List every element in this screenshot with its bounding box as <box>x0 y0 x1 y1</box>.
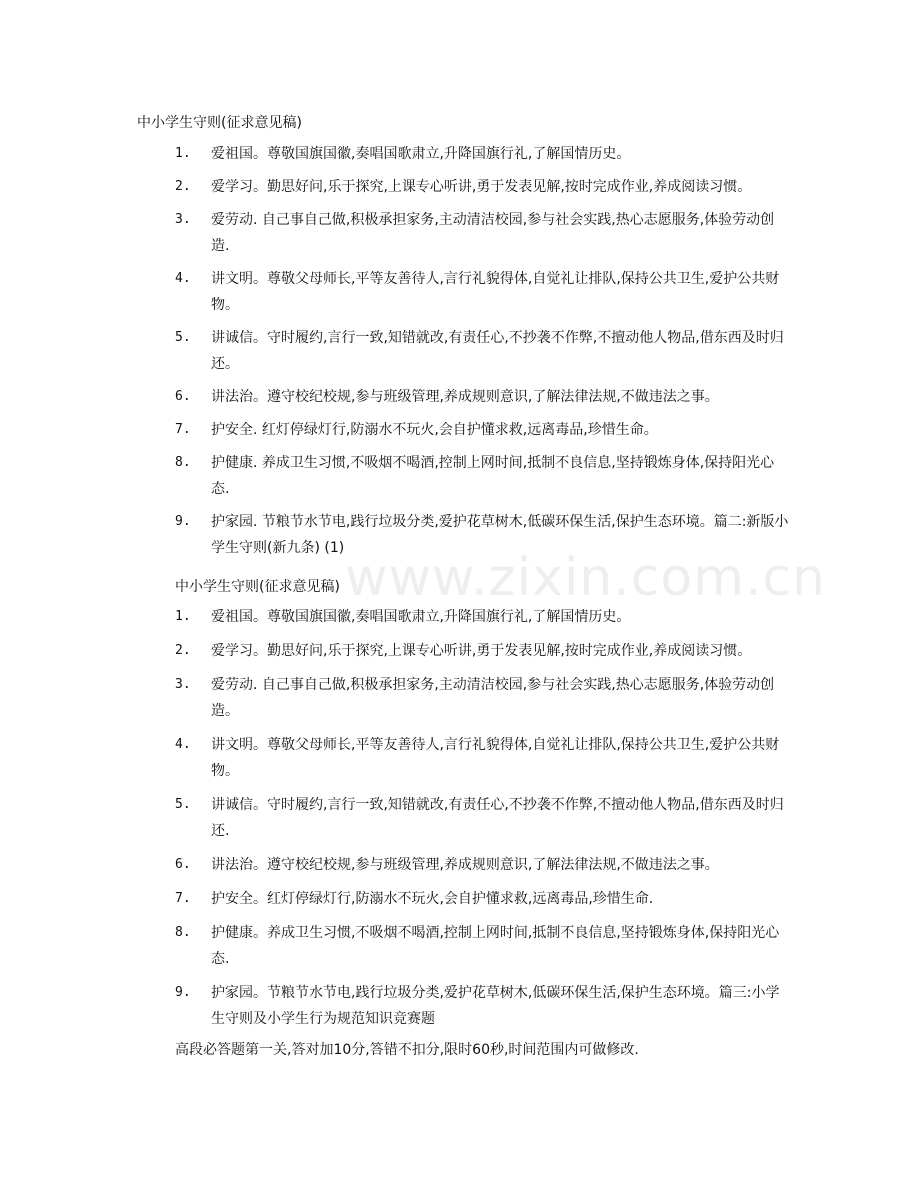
item-text: 护健康。养成卫生习惯,不吸烟不喝酒,控制上网时间,抵制不良信息,坚持锻炼身体,保持阳光心态. <box>211 925 780 967</box>
item-text: 爱学习。勤思好问,乐于探究,上课专心听讲,勇于发表见解,按时完成作业,养成阅读习惯。 <box>211 643 752 659</box>
item-number: 4. <box>175 737 191 752</box>
item-number: 2. <box>175 643 191 658</box>
item-text: 护家园。节粮节水节电,践行垃圾分类,爱护花草树木,低碳环保生活,保护生态环境。篇三:小学生守则及小学生行为规范知识竞赛题 <box>211 985 780 1027</box>
item-number: 9. <box>175 514 191 529</box>
section1-list <box>0 141 920 568</box>
list-item <box>0 266 920 318</box>
item-text: 爱祖国。尊敬国旗国徽,奏唱国歌肃立,升降国旗行礼,了解国情历史。 <box>211 609 631 625</box>
list-item <box>0 638 920 664</box>
list-item <box>0 141 920 167</box>
list-item <box>0 450 920 502</box>
item-text: 护安全. 红灯停绿灯行,防溺水不玩火,会自护懂求救,远离毒品,珍惜生命。 <box>211 422 658 438</box>
list-item <box>0 509 920 561</box>
item-text: 讲文明。尊敬父母师长,平等友善待人,言行礼貌得体,自觉礼让排队,保持公共卫生,爱护公共财物。 <box>211 737 780 779</box>
item-text: 讲诚信。守时履约,言行一致,知错就改,有责任心,不抄袭不作弊,不擅动他人物品,借东西及时归还。 <box>211 330 784 372</box>
item-text: 护健康. 养成卫生习惯,不吸烟不喝酒,控制上网时间,抵制不良信息,坚持锻炼身体,保持阳光心态. <box>211 455 775 497</box>
list-item <box>0 384 920 410</box>
list-item <box>0 207 920 259</box>
item-number: 4. <box>175 271 191 286</box>
list-item <box>0 174 920 200</box>
section2-list <box>0 604 920 1040</box>
watermark-text: www.zixin.com.cn <box>345 548 826 608</box>
item-text: 讲诚信。守时履约,言行一致,知错就改,有责任心,不抄袭不作弊,不擅动他人物品,借东西及时归还. <box>211 797 784 839</box>
item-text: 讲文明。尊敬父母师长,平等友善待人,言行礼貌得体,自觉礼让排队,保持公共卫生,爱护公共财物。 <box>211 271 780 313</box>
item-number: 1. <box>175 609 191 624</box>
item-text: 爱学习。勤思好问,乐于探究,上课专心听讲,勇于发表见解,按时完成作业,养成阅读习惯。 <box>211 179 752 195</box>
item-number: 3. <box>175 677 191 692</box>
item-number: 5. <box>175 797 191 812</box>
item-number: 9. <box>175 985 191 1000</box>
list-item <box>0 732 920 784</box>
list-item <box>0 417 920 443</box>
item-text: 爱祖国。尊敬国旗国徽,奏唱国歌肃立,升降国旗行礼,了解国情历史。 <box>211 146 631 162</box>
list-item <box>0 604 920 630</box>
item-number: 1. <box>175 146 191 161</box>
list-item <box>0 325 920 377</box>
item-text: 讲法治。遵守校纪校规,参与班级管理,养成规则意识,了解法律法规,不做违法之事。 <box>211 857 719 873</box>
list-item <box>0 980 920 1032</box>
list-item <box>0 792 920 844</box>
item-text: 护家园. 节粮节水节电,践行垃圾分类,爱护花草树木,低碳环保生活,保护生态环境。篇二:新版小学生守则(新九条) (1) <box>211 514 789 556</box>
section1-title: 中小学生守则(征求意见稿) <box>137 115 302 131</box>
item-number: 6. <box>175 857 191 872</box>
item-number: 5. <box>175 330 191 345</box>
item-number: 8. <box>175 455 191 470</box>
list-item <box>0 672 920 724</box>
item-number: 8. <box>175 925 191 940</box>
list-item <box>0 852 920 878</box>
item-number: 2. <box>175 179 191 194</box>
item-number: 7. <box>175 891 191 906</box>
item-text: 护安全。红灯停绿灯行,防溺水不玩火,会自护懂求救,远离毒品,珍惜生命. <box>211 891 654 907</box>
item-number: 7. <box>175 422 191 437</box>
item-text: 爱劳动. 自己事自己做,积极承担家务,主动清洁校园,参与社会实践,热心志愿服务,体验劳动创造. <box>211 212 775 254</box>
item-text: 爱劳动. 自己事自己做,积极承担家务,主动清洁校园,参与社会实践,热心志愿服务,体验劳动创造。 <box>211 677 775 719</box>
item-text: 讲法治。遵守校纪校规,参与班级管理,养成规则意识,了解法律法规,不做违法之事。 <box>211 389 719 405</box>
item-number: 3. <box>175 212 191 227</box>
list-item <box>0 920 920 972</box>
item-number: 6. <box>175 389 191 404</box>
list-item <box>0 886 920 912</box>
section2-title: 中小学生守则(征求意见稿) <box>175 579 340 595</box>
footer-text: 高段必答题第一关,答对加10分,答错不扣分,限时60秒,时间范围内可做修改. <box>175 1042 639 1058</box>
